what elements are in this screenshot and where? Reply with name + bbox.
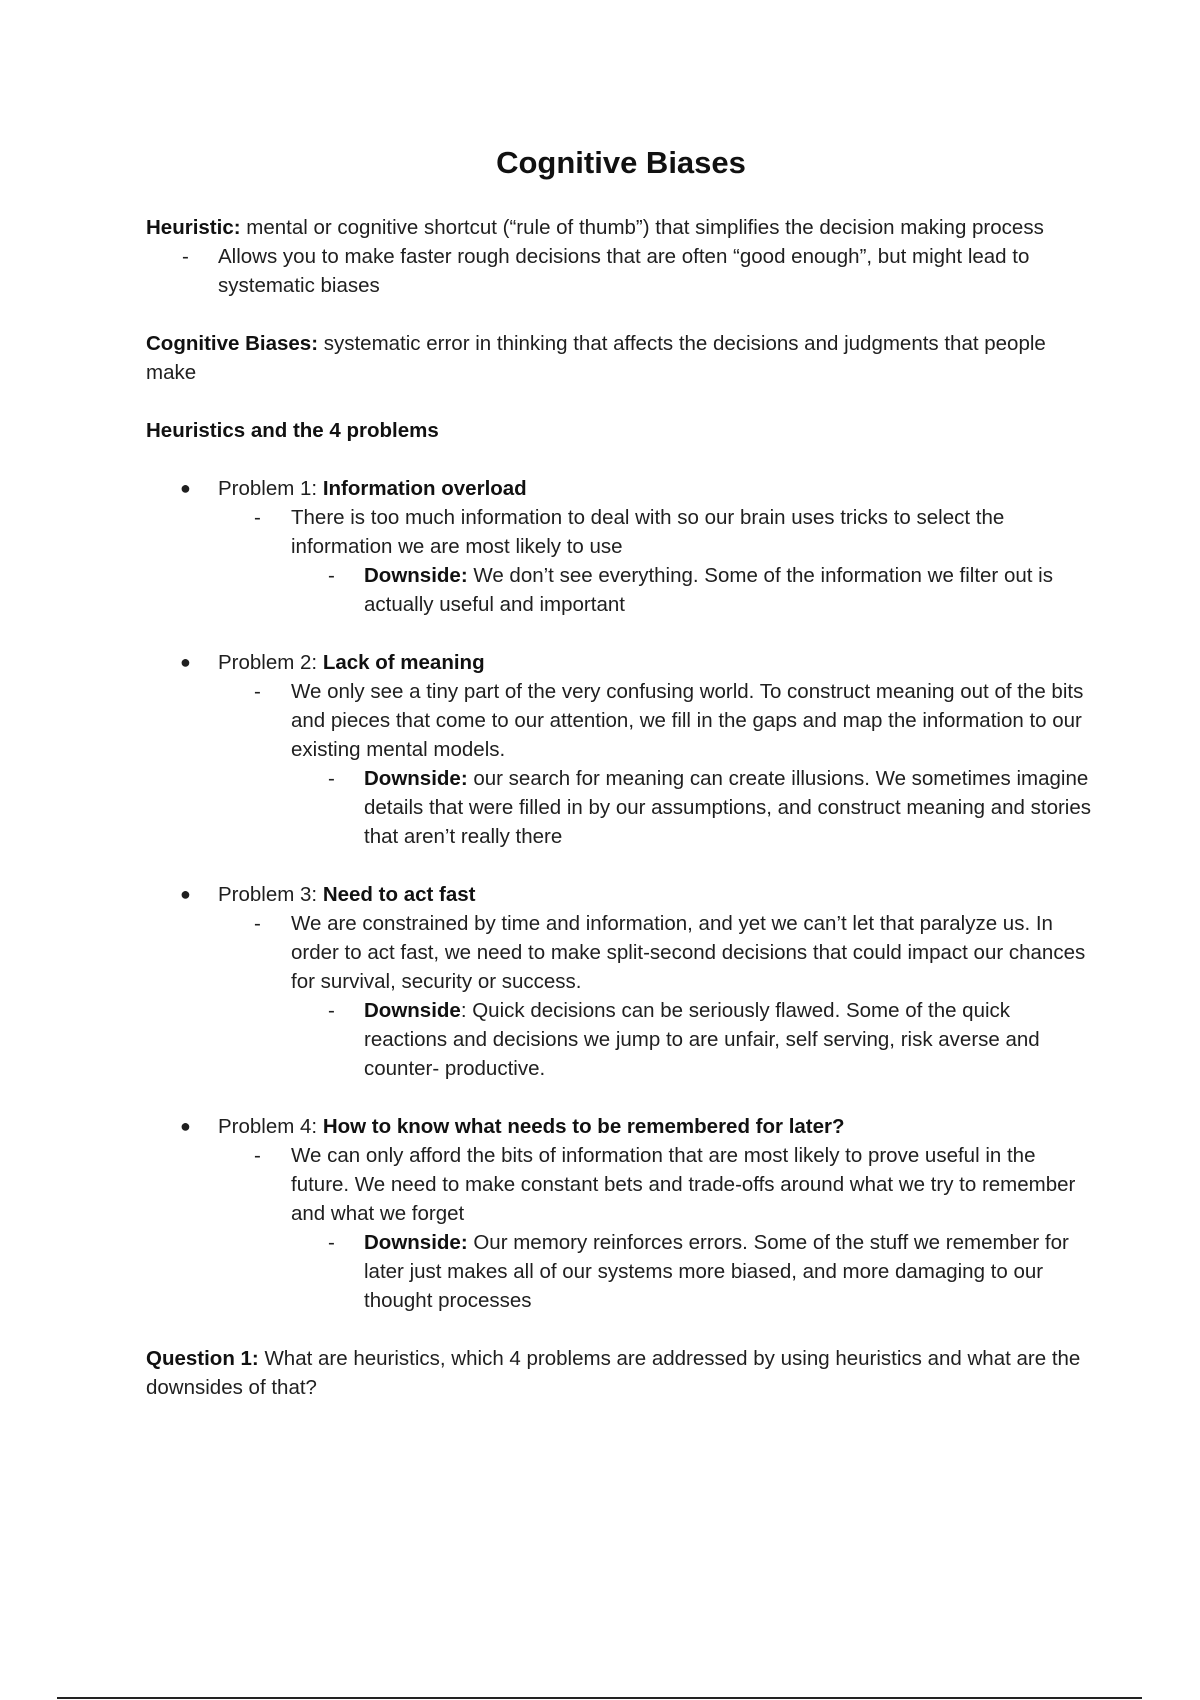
dash-marker: - [328,999,335,1022]
problem-4 [146,1112,1096,1141]
question-text: What are heuristics, which 4 problems are addressed by using heuristics and what are the downsides of that? [146,1347,1081,1399]
question-label: Question 1: [146,1347,259,1370]
cognitive-biases-definition [146,329,1096,387]
problem-2-description [146,677,1096,764]
heuristic-note-text: Allows you to make faster rough decisions that are often “good enough”, but might lead to systematic biases [218,245,1030,297]
dash-marker: - [254,1144,261,1167]
problem-description-text: We are constrained by time and information, and yet we can’t let that paralyze us. In order to act fast, we need to make split-second decisions that could impact our chances for survival, security or success. [291,912,1086,993]
document-body [146,213,1096,1402]
dash-marker: - [328,1231,335,1254]
problem-1-downside [146,561,1096,619]
problem-description-text: We can only afford the bits of information that are most likely to prove useful in the future. We need to make constant bets and trade-offs around what we try to remember and what we forget [291,1144,1076,1225]
heuristic-definition-text: mental or cognitive shortcut (“rule of thumb”) that simplifies the decision making process [240,216,1044,239]
downside-label: Downside: [364,564,468,587]
problem-3-downside [146,996,1096,1083]
cognitive-biases-definition-text: systematic error in thinking that affects the decisions and judgments that people make [146,332,1046,384]
footer-divider [57,1697,1142,1699]
downside-text: Our memory reinforces errors. Some of the stuff we remember for later just makes all of our systems more biased, and more damaging to our thought processes [364,1231,1069,1312]
downside-text: our search for meaning can create illusions. We sometimes imagine details that were filled in by our assumptions, and construct meaning and stories that aren’t really there [364,767,1091,848]
problem-1 [146,474,1096,503]
problem-4-description [146,1141,1096,1228]
problem-prefix: Problem 3: [218,883,323,906]
downside-label: Downside: [364,1231,468,1254]
bullet-marker: ● [180,1116,191,1136]
problem-name: How to know what needs to be remembered for later? [322,1115,845,1138]
problem-3 [146,880,1096,909]
heuristic-term: Heuristic: [146,216,241,239]
question-1 [146,1344,1096,1402]
heuristic-note [146,242,1096,300]
bullet-marker: ● [180,478,191,498]
dash-marker: - [254,506,261,529]
problem-2 [146,648,1096,677]
dash-marker: - [254,912,261,935]
dash-marker: - [254,680,261,703]
problem-3-description [146,909,1096,996]
downside-label: Downside [364,999,461,1022]
problem-name: Information overload [322,477,527,500]
downside-text: : Quick decisions can be seriously flawed. Some of the quick reactions and decisions we jump to are unfair, self serving, risk averse and counter- productive. [364,999,1040,1080]
dash-marker: - [182,245,189,268]
problem-1-description [146,503,1096,561]
heuristic-definition [146,213,1096,242]
section-heading: Heuristics and the 4 problems [146,419,439,442]
dash-marker: - [328,564,335,587]
page-title: Cognitive Biases [496,145,746,180]
problem-prefix: Problem 2: [218,651,323,674]
problem-prefix: Problem 1: [218,477,323,500]
bullet-marker: ● [180,652,191,672]
problem-name: Need to act fast [322,883,476,906]
problem-2-downside [146,764,1096,851]
problem-prefix: Problem 4: [218,1115,323,1138]
downside-label: Downside: [364,767,468,790]
downside-text: We don’t see everything. Some of the information we filter out is actually useful and important [364,564,1053,616]
cognitive-biases-term: Cognitive Biases: [146,332,319,355]
dash-marker: - [328,767,335,790]
problem-description-text: We only see a tiny part of the very confusing world. To construct meaning out of the bits and pieces that come to our attention, we fill in the gaps and map the information to our existing mental models. [291,680,1084,761]
problem-name: Lack of meaning [322,651,485,674]
problem-description-text: There is too much information to deal with so our brain uses tricks to select the information we are most likely to use [291,506,1005,558]
bullet-marker: ● [180,884,191,904]
problem-4-downside [146,1228,1096,1315]
